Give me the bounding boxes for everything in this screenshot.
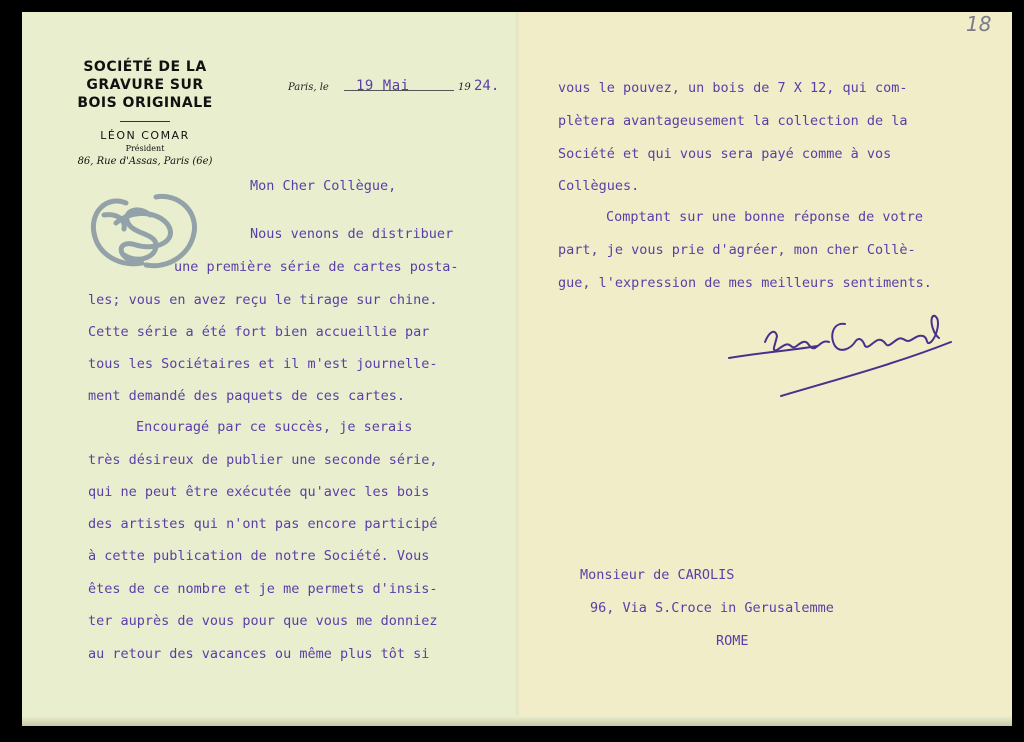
left-line-6: ment demandé des paquets de ces cartes. [88,388,405,404]
right-line-4: Collègues. [558,178,640,194]
date-day-month: 19 Mai [356,78,410,94]
left-line-1: Nous venons de distribuer [250,226,454,242]
right-line-5: Comptant sur une bonne réponse de votre [606,209,923,225]
left-line-9: qui ne peut être exécutée qu'avec les bois [88,484,430,500]
society-name-line-2: GRAVURE SUR [86,77,204,93]
dateline [288,78,518,98]
left-line-8: très désireux de publier une seconde série, [88,452,438,468]
left-line-11: à cette publication de notre Société. Vous [88,548,430,564]
letterhead-divider [120,121,170,122]
left-line-3: les; vous en avez reçu le tirage sur chine. [88,292,438,308]
society-address: 86, Rue d'Assas, Paris (6e) [77,156,213,167]
right-line-7: gue, l'expression de mes meilleurs sentiments. [558,275,932,291]
left-line-12: êtes de ce nombre et je me permets d'insis- [88,581,438,597]
right-line-1: vous le pouvez, un bois de 7 X 12, qui com- [558,80,908,96]
left-line-5: tous les Sociétaires et il m'est journelle- [88,356,438,372]
left-line-2: une première série de cartes posta- [174,259,459,275]
left-line-14: au retour des vacances ou même plus tôt si [88,646,430,662]
right-line-6: part, je vous prie d'agréer, mon cher Collè- [558,242,916,258]
archive-page-number: 18 [966,12,992,36]
left-line-7: Encouragé par ce succès, je serais [136,419,413,435]
society-name-line-3: BOIS ORIGINALE [77,95,213,111]
left-line-13: ter auprès de vous pour que vous me donniez [88,613,438,629]
recipient-name: Monsieur de CAROLIS [580,567,735,583]
date-city: Paris, le [288,82,329,93]
president-title: Président [125,144,165,153]
handwritten-signature [725,306,965,406]
right-line-2: plètera avantageusement la collection de la [558,113,908,129]
left-line-10: des artistes qui n'ont pas encore participé [88,516,438,532]
page-fold [516,12,520,726]
recipient-city: ROME [716,633,749,649]
president-name: LÉON COMAR [100,129,190,142]
salutation: Mon Cher Collègue, [250,178,397,194]
society-name-line-1: SOCIÉTÉ DE LA [83,59,207,75]
letterhead [50,58,240,167]
paper-bottom-edge [22,716,1012,726]
recipient-street: 96, Via S.Croce in Gerusalemme [590,600,834,616]
right-line-3: Société et qui vous sera payé comme à vos [558,146,892,162]
left-line-4: Cette série a été fort bien accueillie par [88,324,430,340]
date-year: 24. [474,78,500,94]
date-century: 19 [458,82,471,93]
